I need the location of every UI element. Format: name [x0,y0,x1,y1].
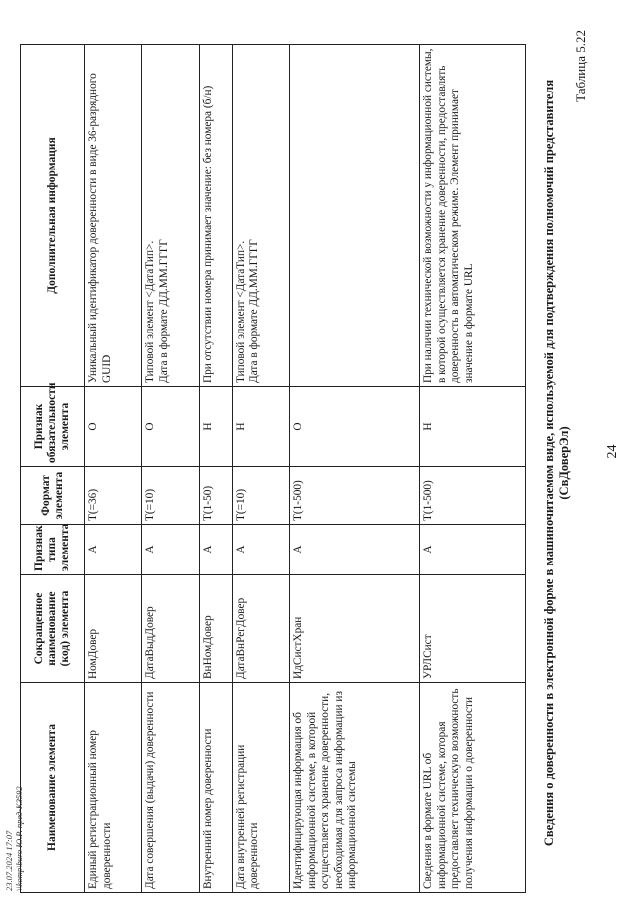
element-format: T(1-50) [199,467,232,525]
element-code: ИдСистХран [290,575,420,683]
footer-timestamp: 23.07.2024 17:07 [4,830,14,891]
element-info [290,45,420,387]
page-number: 24 [605,444,620,459]
element-format: T(1-500) [290,467,420,525]
element-format: T(=10) [142,467,199,525]
column-header: Формат элемента [21,467,85,525]
element-required: О [85,387,142,467]
element-info [232,45,289,387]
info-line: Дата в формате ДД.ММ.ГГГГ [248,239,261,383]
element-type: А [232,525,289,575]
element-type: А [199,525,232,575]
element-info [420,45,526,387]
table-row [142,45,199,893]
element-info [199,45,232,387]
element-name: Внутренний номер доверенности [199,683,232,893]
info-line: Типовой элемент <ДатаТип>. [144,240,157,383]
column-header: Сокращенное наименование (код) элемента [21,575,85,683]
element-code: ДатаВыдДовер [142,575,199,683]
element-required: О [142,387,199,467]
element-code: УРЛСист [420,575,526,683]
info-line: Уникальный идентификатор доверенности в виде 36-разрядного GUID [87,73,113,383]
info-line: Дата в формате ДД.ММ.ГГГГ [157,239,170,383]
table-label: Таблица 5.22 [573,30,588,102]
info-line: Типовой элемент <ДатаТип>. [234,240,247,383]
element-name: Дата внутренней регистрации доверенности [232,683,289,893]
table-row [420,45,526,893]
footer-path: \\komp\buro Ю.Р. пред-КЗ592 [14,786,24,891]
element-type: А [420,525,526,575]
element-required: О [290,387,420,467]
element-name: Единый регистрационный номер доверенности [85,683,142,893]
elements-table [20,44,526,893]
element-info [142,45,199,387]
element-name: Идентифицирующая информация об информационной системе, в которой осуществляется хранение доверенности, необходимая для запроса информации из информационной системы [290,683,420,893]
table-row [290,45,420,893]
print-footer [4,786,24,891]
table-header-row [21,45,85,893]
table-row [232,45,289,893]
table-title: Сведения о доверенности в электронной форме в машиночитаемом виде, используемой для подтверждения полномочий представителя (СвДоверЭл) [542,79,571,847]
element-format: T(1-500) [420,467,526,525]
element-type: А [142,525,199,575]
info-line: При отсутствии номера принимает значение: без номера (б/н) [201,85,214,383]
element-required: Н [199,387,232,467]
column-header: Наименование элемента [21,683,85,893]
element-format: T(=10) [232,467,289,525]
element-code: НомДовер [85,575,142,683]
column-header: Дополнительная информация [21,45,85,387]
element-code: ДатаВнРегДовер [232,575,289,683]
table-row [199,45,232,893]
element-info [85,45,142,387]
element-code: ВнНомДовер [199,575,232,683]
element-required: Н [232,387,289,467]
element-name: Сведения в формате URL об информационной системе, которая предоставляет техническую возможность получения информации о доверенности [420,683,526,893]
element-type: А [85,525,142,575]
table-row [85,45,142,893]
element-name: Дата совершения (выдачи) доверенности [142,683,199,893]
element-type: А [290,525,420,575]
element-required: Н [420,387,526,467]
element-format: T(=36) [85,467,142,525]
info-line: При наличии технической возможности у информационной системы, в которой осуществляется хранение доверенности, предоставлять доверенность в автоматическом режиме. Элемент принимает значение в формате URL [422,48,475,383]
column-header: Признак типа элемента [21,525,85,575]
column-header: Признак обязательности элемента [21,387,85,467]
